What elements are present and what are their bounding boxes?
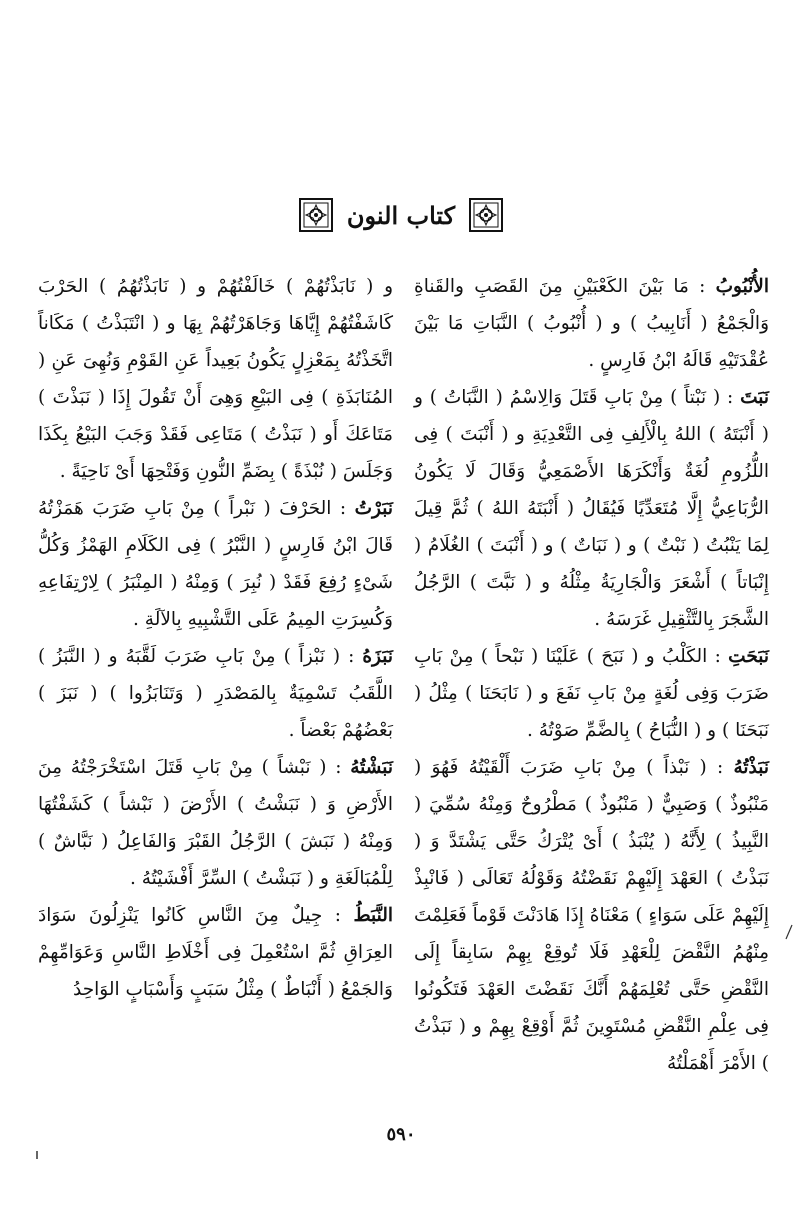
entry-headword: نَبَشْتُهُ bbox=[350, 757, 393, 778]
page-number: ٥٩٠ bbox=[386, 1124, 416, 1145]
entry-text: و ( نَابَذْتُهُمْ ) خَالَفْتُهُمْ و ( نَابَذْتُهُمُ ) الحَرْبَ كَاشَفْتُهُمْ إِيَّاهَا وَجَاهَرْتُهُمْ بِهَا و ( انْتَبَذْتُ ) مَكَاناً اتَّخَذْتُهُ بِمَعْزِلٍ يَكُونُ بَعِيداً عَنِ القَوْمِ وَنُهِىَ عَنِ ( المُنَابَذَةِ ) فِى البَيْعِ وَهِىَ أَنْ تَقُولَ إِذَا ( نَبَذْتَ ) مَتَاعَكَ أَو ( نَبَذْتُ ) مَتَاعِى فَقَدْ وَجَبَ البَيْعُ بِكَذَا وَجَلَسَ ( نُبْذَةً ) بِضَمِّ النُّونِ وَفَتْحِهَا أَىْ نَاحِيَةً . bbox=[38, 276, 393, 482]
dictionary-entry bbox=[414, 268, 769, 379]
dictionary-entry bbox=[38, 749, 393, 897]
right-column bbox=[414, 268, 769, 1082]
ornament-icon bbox=[469, 198, 503, 232]
scan-mark bbox=[784, 924, 794, 940]
entry-headword: نَبَحَتِ bbox=[728, 646, 769, 667]
left-column bbox=[38, 268, 393, 1008]
dictionary-entry bbox=[38, 268, 393, 490]
chapter-title: كتاب النون bbox=[346, 200, 456, 230]
chapter-header bbox=[0, 190, 802, 240]
entry-headword: النَّبَطُ bbox=[353, 905, 394, 926]
entry-text: : ( نَبْزاً ) مِنْ بَابِ ضَرَبَ لَقَّبَهُ و ( النَّبَزُ ) اللَّقَبُ تَسْمِيَةٌ بِالمَصْدَرِ ( وَتَنَابَزُوا ) ( نَبَزَ ) بَعْضُهُمْ بَعْضاً . bbox=[38, 646, 393, 741]
entry-headword: نَبَذْتُهُ bbox=[733, 757, 769, 778]
entry-headword: نَبَرْتُ bbox=[354, 498, 393, 519]
dictionary-entry bbox=[414, 749, 769, 1082]
dictionary-entry bbox=[38, 638, 393, 749]
entry-headword: الأُنْبُوبُ bbox=[715, 276, 769, 297]
dictionary-entry bbox=[414, 379, 769, 638]
entry-text: : مَا بَيْنَ الكَعْبَيْنِ مِنَ القَصَبِ والقَناةِ وَالْجَمْعُ ( أَنَابِيبُ ) و ( أُنْبُوبُ ) النَّبَاتِ مَا بَيْنَ عُقْدَتَيْهِ قَالَهُ ابْنُ فَارِسٍ . bbox=[414, 276, 769, 371]
dictionary-entry bbox=[414, 638, 769, 749]
entry-text: : ( نَبْذاً ) مِنْ بَابِ ضَرَبَ أَلْقَيْتُهُ فَهُوَ ( مَنْبُوذٌ ) وَصَبِيٌّ ( مَنْبُوذٌ ) مَطْرُوحٌ وَمِنْهُ سُمِّيَ ( النَّبِيذُ ) لِأَنَّهُ ( يُنْبَذُ ) أَىْ يُتْرَكُ حَتَّى يَشْتَدَّ وَ ( نَبَذْتُ ) العَهْدَ إِلَيْهِمْ نَقَضْتُهُ وَقَوْلُهُ تَعَالَى ( فَانْبِذْ إِلَيْهِمْ عَلَى سَوَاءٍ ) مَعْنَاهُ إِذَا هَادَنْتَ قَوْماً فَعَلِمْتَ مِنْهُمُ النَّقْضَ لِلْعَهْدِ فَلَا تُوقِعْ بِهِمْ سَابِقاً إِلَى النَّقْضِ حَتَّى تُعْلِمَهُمْ أَنَّكَ نَقَضْتَ العَهْدَ فَتَكُونُوا فِى عِلْمِ النَّقْضِ مُسْتَوِينَ ثُمَّ أَوْقِعْ بِهِمْ و ( نَبَذْتُ ) الأَمْرَ أَهْمَلْتُهُ bbox=[414, 757, 769, 1074]
dictionary-entry bbox=[38, 897, 393, 1008]
entry-text: : ( نَبْشاً ) مِنْ بَابِ قَتَلَ اسْتَخْرَجْتُهُ مِنَ الأَرْضِ وَ ( نَبَشْتُ ) الأَرْضَ ( نَبْشاً ) كَشَفْتُهَا وَمِنْهُ ( نَبَشَ ) الرَّجُلُ القَبْرَ وَالفَاعِلُ ( نَبَّاشٌ ) لِلْمُبَالَغَةِ و ( نَبَشْتُ ) السِّرَّ أَفْشَيْتُهُ . bbox=[38, 757, 393, 889]
entry-headword: نَبَتَ bbox=[740, 387, 769, 408]
entry-text: : ( نَبْتاً ) مِنْ بَابِ قَتَلَ وَالِاسْمُ ( النَّبَاتُ ) و ( أَنْبَتَهُ ) اللهُ بِالْأَلِفِ فِى التَّعْدِيَةِ و ( أَنْبَتَ ) فِى اللُّزُومِ لُغَةٌ وَأَنْكَرَهَا الأَصْمَعِيُّ وَقَالَ لَا يَكُونُ الرُّبَاعِيُّ إِلَّا مُتَعَدِّيًا فَيُقَالُ ( أَنْبَتَهُ اللهُ ) ثُمَّ قِيلَ لِمَا يَنْبُتُ ( نَبْتٌ ) و ( نَبَاتٌ ) و ( أَنْبَتَ ) الغُلَامُ ( إِنْبَاتاً ) أَشْعَرَ وَالْجَارِيَةُ مِثْلُهُ و ( نَبَّتَ ) الرَّجُلُ الشَّجَرَ بِالتَّثْقِيلِ غَرَسَهُ . bbox=[414, 387, 769, 630]
entry-text: : الحَرْفَ ( نَبْراً ) مِنْ بَابِ ضَرَبَ هَمَزْتُهُ قَالَ ابْنُ فَارِسٍ ( النَّبْرُ ) فِى الكَلَامِ الهَمْزُ وَكُلُّ شَىْءٍ رُفِعَ فَقَدْ ( نُبِرَ ) وَمِنْهُ ( المِنْبَرُ ) لِارْتِفَاعِهِ وَكُسِرَتِ المِيمُ عَلَى التَّشْبِيهِ بِالآلَةِ . bbox=[38, 498, 393, 630]
dictionary-entry bbox=[38, 490, 393, 638]
entry-text: : جِيلٌ مِنَ النَّاسِ كَانُوا يَنْزِلُونَ سَوَادَ العِرَاقِ ثُمَّ اسْتُعْمِلَ فِى أَخْلَاطِ النَّاسِ وَعَوَامِّهِمْ وَالجَمْعُ ( أَنْبَاطٌ ) مِثْلُ سَبَبٍ وَأَسْبَابٍ الوَاحِدُ bbox=[38, 905, 393, 1000]
entry-text: : الكَلْبُ و ( نَبَحَ ) عَلَيْنَا ( نَبْحاً ) مِنْ بَابِ ضَرَبَ وَفِى لُغَةٍ مِنْ بَابِ نَفَعَ و ( نَابَحَنَا ) مِثْلُ ( نَبَحَنَا ) و ( النُّبَاحُ ) بِالضَّمِّ صَوْتُهُ . bbox=[414, 646, 769, 741]
scan-mark bbox=[34, 1150, 40, 1160]
entry-headword: نَبَزَهُ bbox=[362, 646, 393, 667]
ornament-icon bbox=[299, 198, 333, 232]
